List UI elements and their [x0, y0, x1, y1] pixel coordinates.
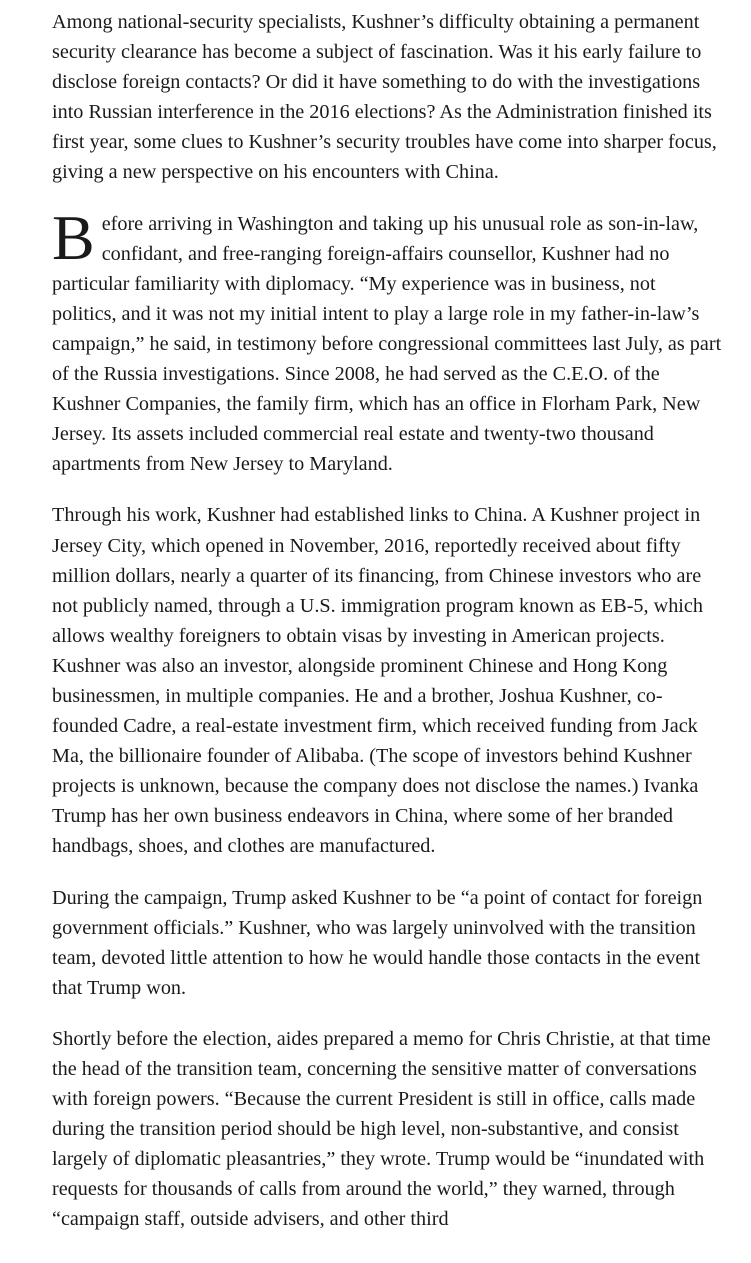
article-paragraph-1: Among national-security specialists, Kushner’s difficulty obtaining a permanent security clearance has become a subject of fascination. Was it his early failure to disclose foreign contacts? Or did it have something to do with the investigations into Russian interference in the 2016 elections? As the Administration finished its first year, some clues to Kushner’s security troubles have come into sharper focus, giving a new perspective on his encounters with China.	[52, 11, 717, 184]
drop-cap: B	[52, 201, 95, 273]
article-paragraph-3: Through his work, Kushner had established links to China. A Kushner project in Jersey City, which opened in November, 2016, reportedly received about fifty million dollars, nearly a quarter of its financing, from Chinese investors who are not publicly named, through a U.S. immigration program known as EB-5, which allows wealthy foreigners to obtain visas by investing in American projects. Kushner was also an investor, alongside prominent Chinese and Hong Kong businessmen, in multiple companies. He and a brother, Joshua Kushner, co-founded Cadre, a real-estate investment firm, which received funding from Jack Ma, the billionaire founder of Alibaba. (The scope of investors behind Kushner projects is unknown, because the company does not disclose the names.) Ivanka Trump has her own business endeavors in China, where some of her branded handbags, shoes, and clothes are manufactured.	[52, 504, 703, 858]
article-paragraph-5: Shortly before the election, aides prepared a memo for Chris Christie, at that time the head of the transition team, concerning the sensitive matter of conversations with foreign powers. “Because the current President is still in office, calls made during the transition period should be high level, non-substantive, and consist largely of diplomatic pleasantries,” they wrote. Trump would be “inundated with requests for thousands of calls from around the world,” they warned, through “campaign staff, outside advisers, and other third	[52, 1027, 711, 1231]
article-body	[52, 7, 724, 1256]
article-paragraph-4: During the campaign, Trump asked Kushner to be “a point of contact for foreign government officials.” Kushner, who was largely uninvolved with the transition team, devoted little attention to how he would handle those contacts in the event that Trump won.	[52, 886, 703, 999]
article-paragraph-2	[52, 201, 724, 480]
paragraph-2-text: efore arriving in Washington and taking up his unusual role as son-in-law, confidant, and free-ranging foreign-affairs counsellor, Kushner had no particular familiarity with diplomacy. “My experience was in business, not politics, and it was not my initial intent to play a large role in my father-in-law’s campaign,” he said, in testimony before congressional committees last July, as part of the Russia investigations. Since 2008, he had served as the C.E.O. of the Kushner Companies, the family firm, which has an office in Florham Park, New Jersey. Its assets included commercial real estate and twenty-two thousand apartments from New Jersey to Maryland.	[52, 212, 722, 476]
